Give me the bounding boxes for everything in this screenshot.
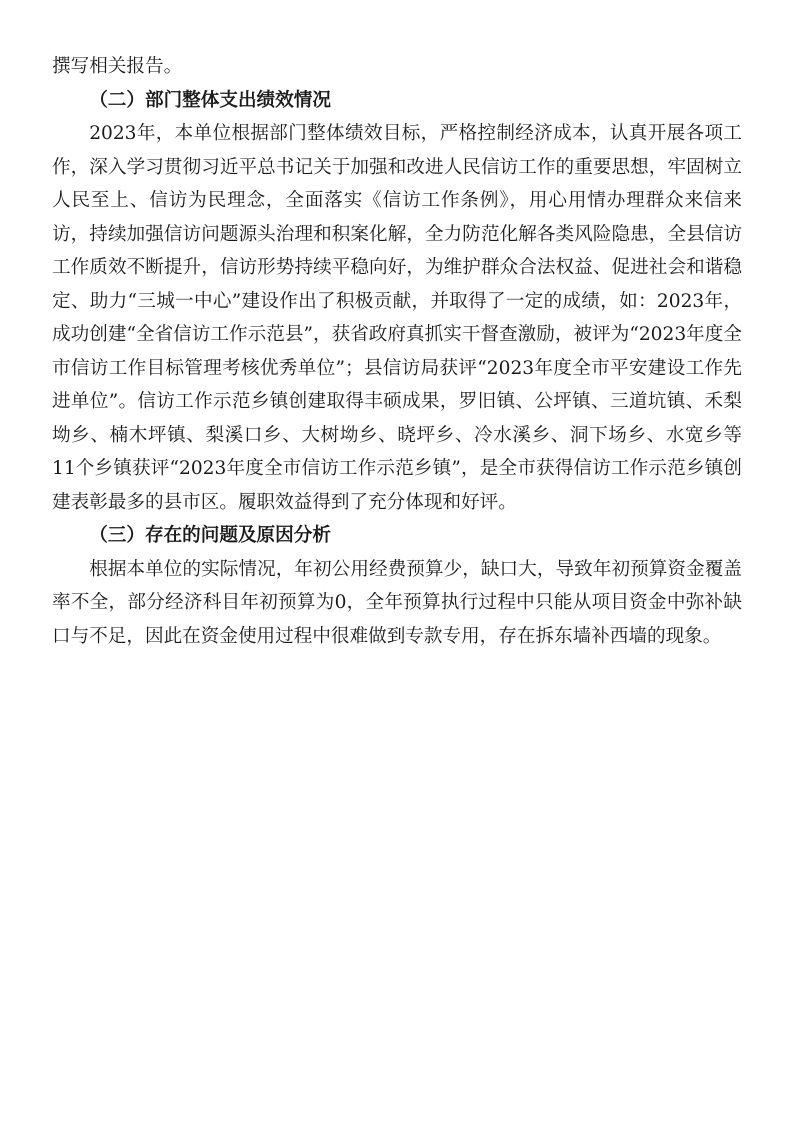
continuation-text: 撰写相关报告。 <box>52 56 183 77</box>
section-heading-3: （三）存在的问题及原因分析 <box>89 525 331 546</box>
section-paragraph-3: 根据本单位的实际情况，年初公用经费预算少，缺口大，导致年初预算资金覆盖率不全，部分经济科目年初预算为0，全年预算执行过程中只能从项目资金中弥补缺口与不足，因此在资金使用过程中很难做到专款专用，存在拆东墙补西墙的现象。 <box>52 558 742 647</box>
section-heading-2: （二）部门整体支出绩效情况 <box>89 89 331 111</box>
document-body <box>52 50 742 653</box>
section-paragraph-2: 2023年，本单位根据部门整体绩效目标，严格控制经济成本，认真开展各项工作，深入学习贯彻习近平总书记关于加强和改进人民信访工作的重要思想，牢固树立人民至上、信访为民理念，全面落实《信访工作条例》，用心用情办理群众来信来访，持续加强信访问题源头治理和积案化解，全力防范化解各类风险隐患，全县信访工作质效不断提升，信访形势持续平稳向好，为维护群众合法权益、促进社会和谐稳定、助力“三城一中心”建设作出了积极贡献，并取得了一定的成绩，如：2023年，成功创建“全省信访工作示范县”，获省政府真抓实干督查激励，被评为“2023年度全市信访工作目标管理考核优秀单位”；县信访局获评“2023年度全市平安建设工作先进单位”。信访工作示范乡镇创建取得丰硕成果，罗旧镇、公坪镇、三道坑镇、禾梨坳乡、楠木坪镇、梨溪口乡、大树坳乡、晓坪乡、冷水溪乡、洞下场乡、水宽乡等11个乡镇获评“2023年度全市信访工作示范乡镇”，是全市获得信访工作示范乡镇创建表彰最多的县市区。履职效益得到了充分体现和好评。 <box>52 123 742 513</box>
